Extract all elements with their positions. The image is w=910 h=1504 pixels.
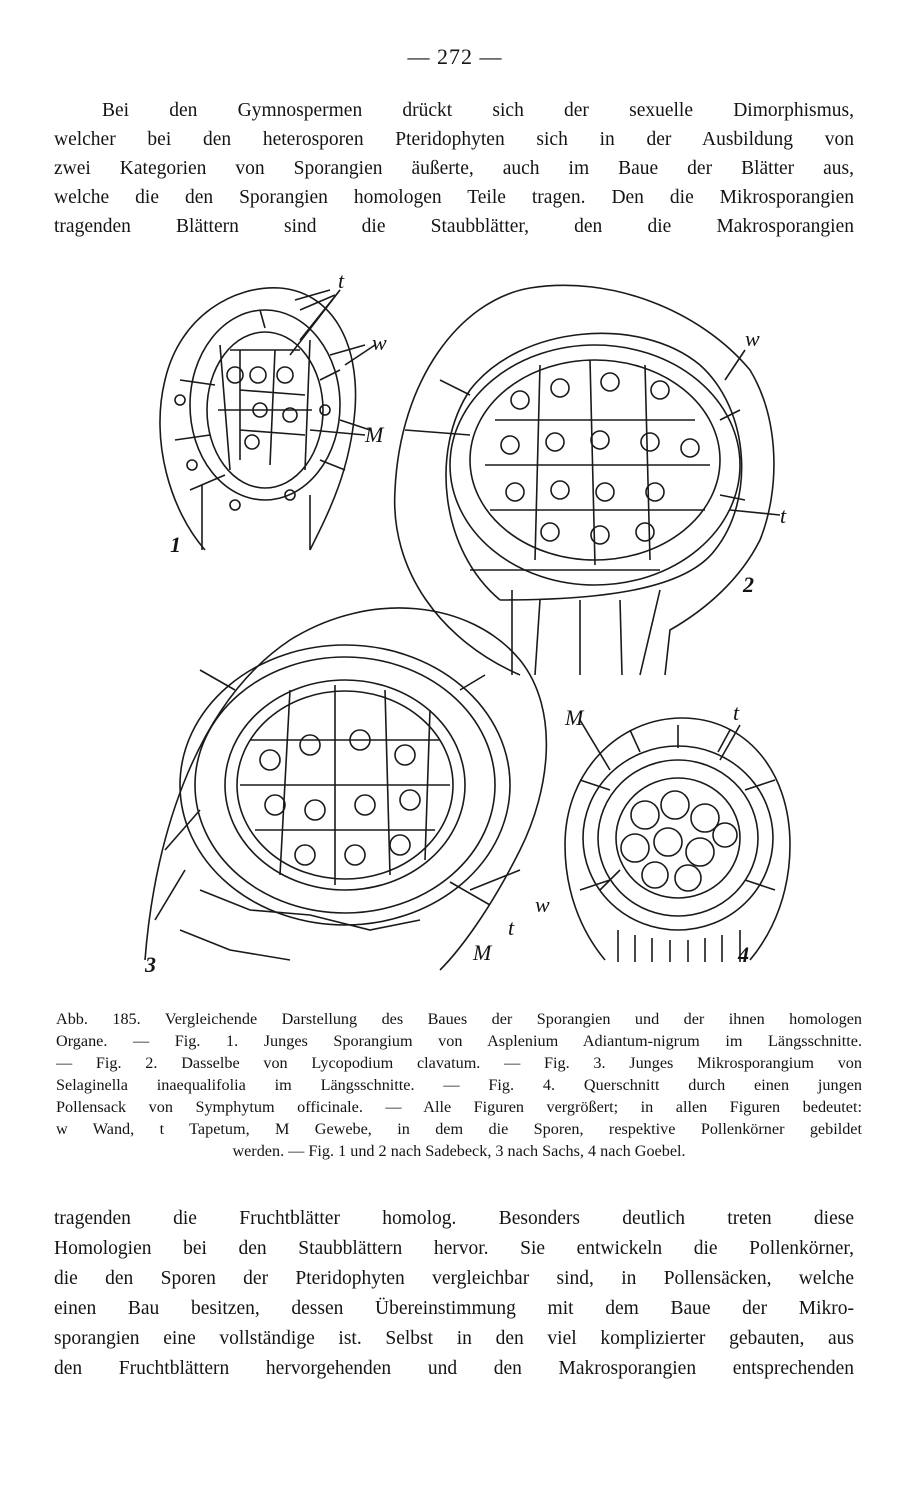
fig1-label-t: t — [338, 270, 345, 293]
fig3-number: 3 — [145, 952, 156, 977]
fig3-label-M: M — [473, 940, 492, 965]
text-line: den Fruchtblättern hervorgehenden und den Makrosporangien entsprechenden — [54, 1358, 854, 1379]
fig1-label-w: w — [372, 330, 387, 355]
text-line: zwei Kategorien von Sporangien äußerte, auch im Baue der Blätter aus, — [54, 158, 854, 179]
text-line: welcher bei den heterosporen Pteridophyten sich in der Ausbildung von — [54, 129, 854, 150]
fig1-label-M: M — [365, 422, 384, 447]
caption-line: w Wand, t Tapetum, M Gewebe, in dem die Sporen, respektive Pollenkörner gebildet — [56, 1120, 862, 1138]
top-paragraph — [54, 96, 854, 241]
caption-line: — Fig. 2. Dasselbe von Lycopodium clavatum. — Fig. 3. Junges Mikrosporangium von — [56, 1054, 862, 1072]
caption-line: Selaginella inaequalifolia im Längsschnitte. — Fig. 4. Querschnitt durch einen jungen — [56, 1076, 862, 1094]
caption-line: Organe. — Fig. 1. Junges Sporangium von Asplenium Adiantum-nigrum im Längsschnitte. — [56, 1032, 862, 1050]
caption-line: Abb. 185. Vergleichende Darstellung des Baues der Sporangien und der ihnen homologen — [56, 1010, 862, 1028]
fig4-pollen-sac-drawing — [565, 718, 790, 962]
bottom-paragraph — [54, 1204, 854, 1384]
fig3-label-t: t — [508, 915, 515, 940]
fig4-number: 4 — [738, 942, 749, 967]
fig1-number: 1 — [170, 532, 181, 557]
fig1-sporangium-drawing — [160, 288, 370, 550]
text-line: einen Bau besitzen, dessen Übereinstimmung mit dem Baue der Mikro- — [54, 1298, 854, 1319]
fig2-label-w: w — [745, 326, 760, 351]
text-line: tragenden die Fruchtblätter homolog. Besonders deutlich treten diese — [54, 1208, 854, 1229]
page-number: — 272 — — [407, 44, 503, 69]
sporangia-figure — [140, 270, 880, 985]
text-line: welche die den Sporangien homologen Teile tragen. Den die Mikrosporangien — [54, 187, 854, 208]
fig3-sporangium-drawing — [145, 608, 546, 970]
text-line: sporangien eine vollständige ist. Selbst in den viel komplizierter gebauten, aus — [54, 1328, 854, 1349]
fig2-number: 2 — [743, 572, 754, 597]
fig4-label-t: t — [733, 700, 740, 725]
fig4-label-w: w — [535, 892, 550, 917]
fig2-sporangium-drawing — [395, 285, 774, 675]
fig2-label-t: t — [780, 503, 787, 528]
text-line: Homologien bei den Staubblättern hervor. Sie entwickeln die Pollenkörner, — [54, 1238, 854, 1259]
figure-caption — [56, 1008, 862, 1162]
text-line: tragenden Blättern sind die Staubblätter, den die Makrosporangien — [54, 216, 854, 237]
text-line: die den Sporen der Pteridophyten vergleichbar sind, in Pollensäcken, welche — [54, 1268, 854, 1289]
text-line: Bei den Gymnospermen drückt sich der sexuelle Dimorphismus, — [102, 100, 854, 121]
fig4-label-M: M — [565, 705, 584, 730]
caption-line: Pollensack von Symphytum officinale. — Alle Figuren vergrößert; in allen Figuren bedeutet: — [56, 1098, 862, 1116]
caption-line: werden. — Fig. 1 und 2 nach Sadebeck, 3 nach Sachs, 4 nach Goebel. — [232, 1142, 686, 1160]
